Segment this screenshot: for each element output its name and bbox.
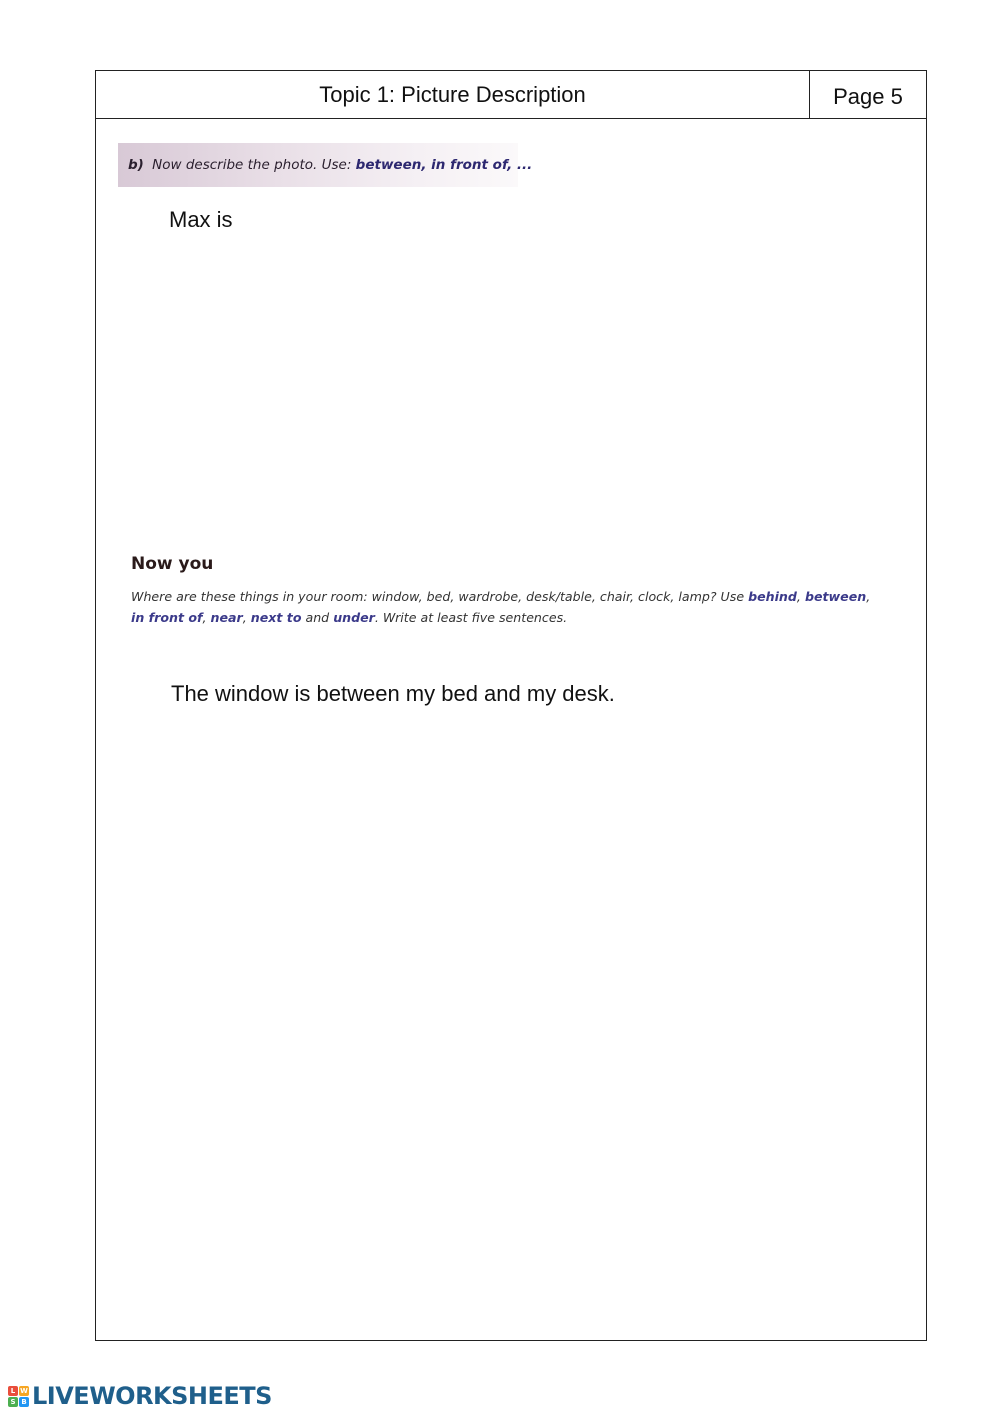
logo-tile-2: W xyxy=(20,1386,28,1395)
keyword-between: between xyxy=(804,589,867,604)
logo-tile-1: L xyxy=(8,1386,18,1396)
keyword-in-front-of: in front of xyxy=(131,610,203,625)
and-text: and xyxy=(301,610,334,625)
separator: , xyxy=(796,589,805,604)
logo-text: LIVEWORKSHEETS xyxy=(32,1382,272,1410)
exercise-b-keywords: between, in front of, ... xyxy=(355,157,533,173)
header-row xyxy=(96,71,926,119)
exercise-b-label: b) xyxy=(128,157,144,173)
answer-field-1[interactable]: Max is xyxy=(169,207,233,232)
logo-tile-4: B xyxy=(19,1397,29,1407)
separator: , xyxy=(242,610,251,625)
keyword-near: near xyxy=(210,610,243,625)
separator: , xyxy=(866,589,871,604)
answer-field-2[interactable]: The window is between my bed and my desk. xyxy=(171,681,615,706)
now-you-tail: . Write at least five sentences. xyxy=(374,610,568,625)
exercise-b-text: Now describe the photo. Use: xyxy=(152,157,352,173)
keyword-behind: behind xyxy=(748,589,797,604)
keyword-next-to: next to xyxy=(250,610,302,625)
logo-grid-icon xyxy=(8,1386,29,1407)
page-number: Page 5 xyxy=(833,84,903,109)
separator: , xyxy=(202,610,211,625)
logo-tile-3: S xyxy=(8,1397,18,1407)
now-you-heading: Now you xyxy=(131,554,214,574)
keyword-under: under xyxy=(333,610,375,625)
now-you-instructions xyxy=(131,586,876,628)
exercise-b-instruction xyxy=(118,143,533,187)
topic-title: Topic 1: Picture Description xyxy=(96,71,810,118)
now-you-line-text: Where are these things in your room: window, bed, wardrobe, desk/table, chair, clock, lamp? Use xyxy=(131,589,749,604)
liveworksheets-logo xyxy=(8,1382,272,1410)
